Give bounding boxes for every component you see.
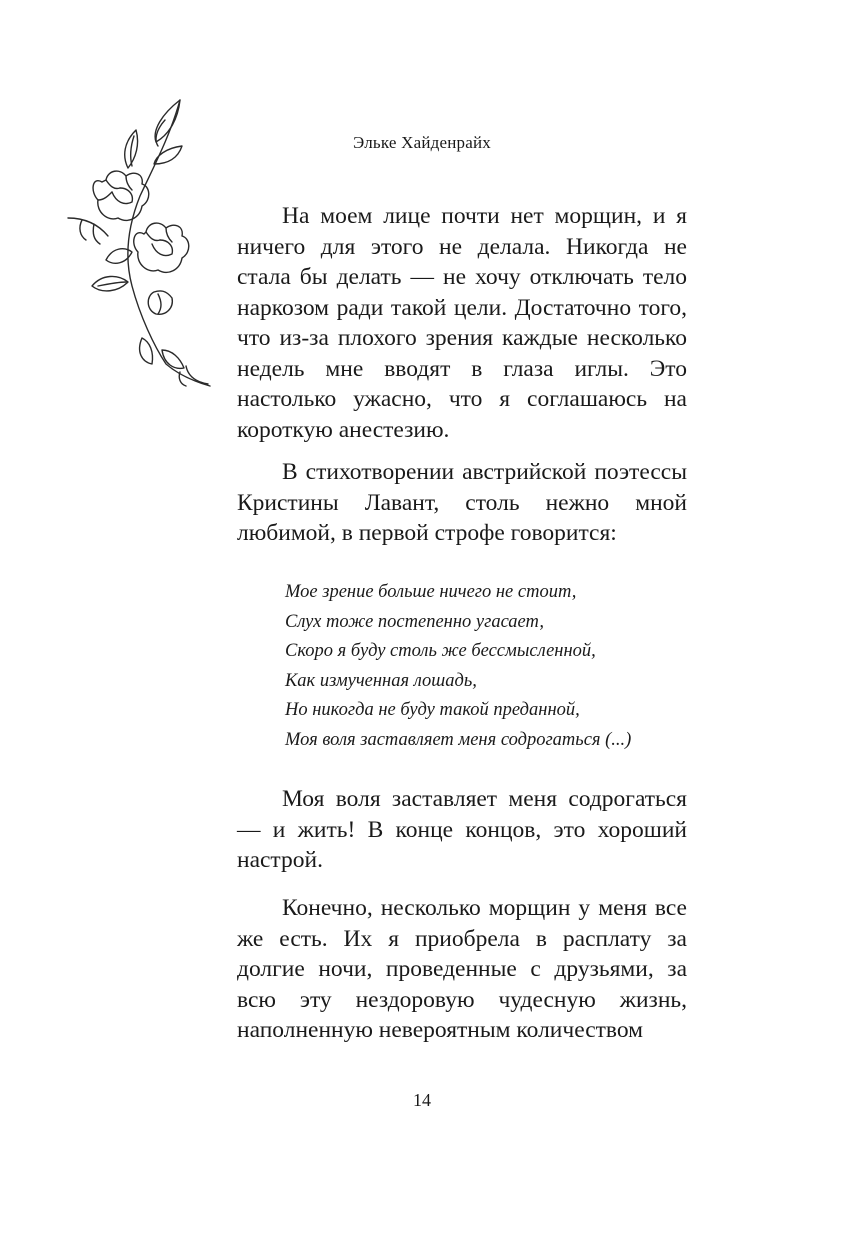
paragraph-text: На моем лице почти нет морщин, и я ничего для этого не делала. Никогда не стала бы делать — не хочу отключать тело наркозом ради такой цели. Достаточно того, что из-за плохого зрения каждые несколько недель мне вводят в глаза иглы. Это настолько ужасно, что я соглашаюсь на короткую анестезию.: [237, 203, 687, 443]
paragraph: [237, 893, 687, 1046]
paragraph: [237, 457, 687, 549]
poem-quote: [285, 578, 631, 756]
poem-line: Как измученная лошадь,: [285, 670, 477, 691]
floral-branch-icon: [62, 96, 222, 396]
poem-line: Мое зрение больше ничего не стоит,: [285, 582, 577, 602]
poem-line: Но никогда не буду такой преданной,: [285, 700, 580, 721]
poem-line: Моя воля заставляет меня содрогаться (...): [285, 729, 632, 750]
paragraph-text: В стихотворении австрийской поэтессы Кристины Лавант, столь нежно мной любимой, в первой строфе говорится:: [237, 459, 687, 546]
paragraph: [237, 201, 687, 445]
paragraph: [237, 784, 687, 876]
paragraph-text: Конечно, несколько морщин у меня все же есть. Их я приобрела в расплату за долгие ночи, проведенные с друзьями, за всю эту нездоровую чудесную жизнь, наполненную невероятным количеством: [237, 895, 687, 1043]
poem-line: Скоро я буду столь же бессмысленной,: [285, 641, 596, 662]
poem-line: Слух тоже постепенно угасает,: [285, 611, 544, 632]
page-number: 14: [413, 1090, 431, 1110]
running-header: Эльке Хайденрайх: [353, 133, 491, 152]
paragraph-text: Моя воля заставляет меня содрогаться — и жить! В конце концов, это хороший настрой.: [237, 786, 687, 873]
